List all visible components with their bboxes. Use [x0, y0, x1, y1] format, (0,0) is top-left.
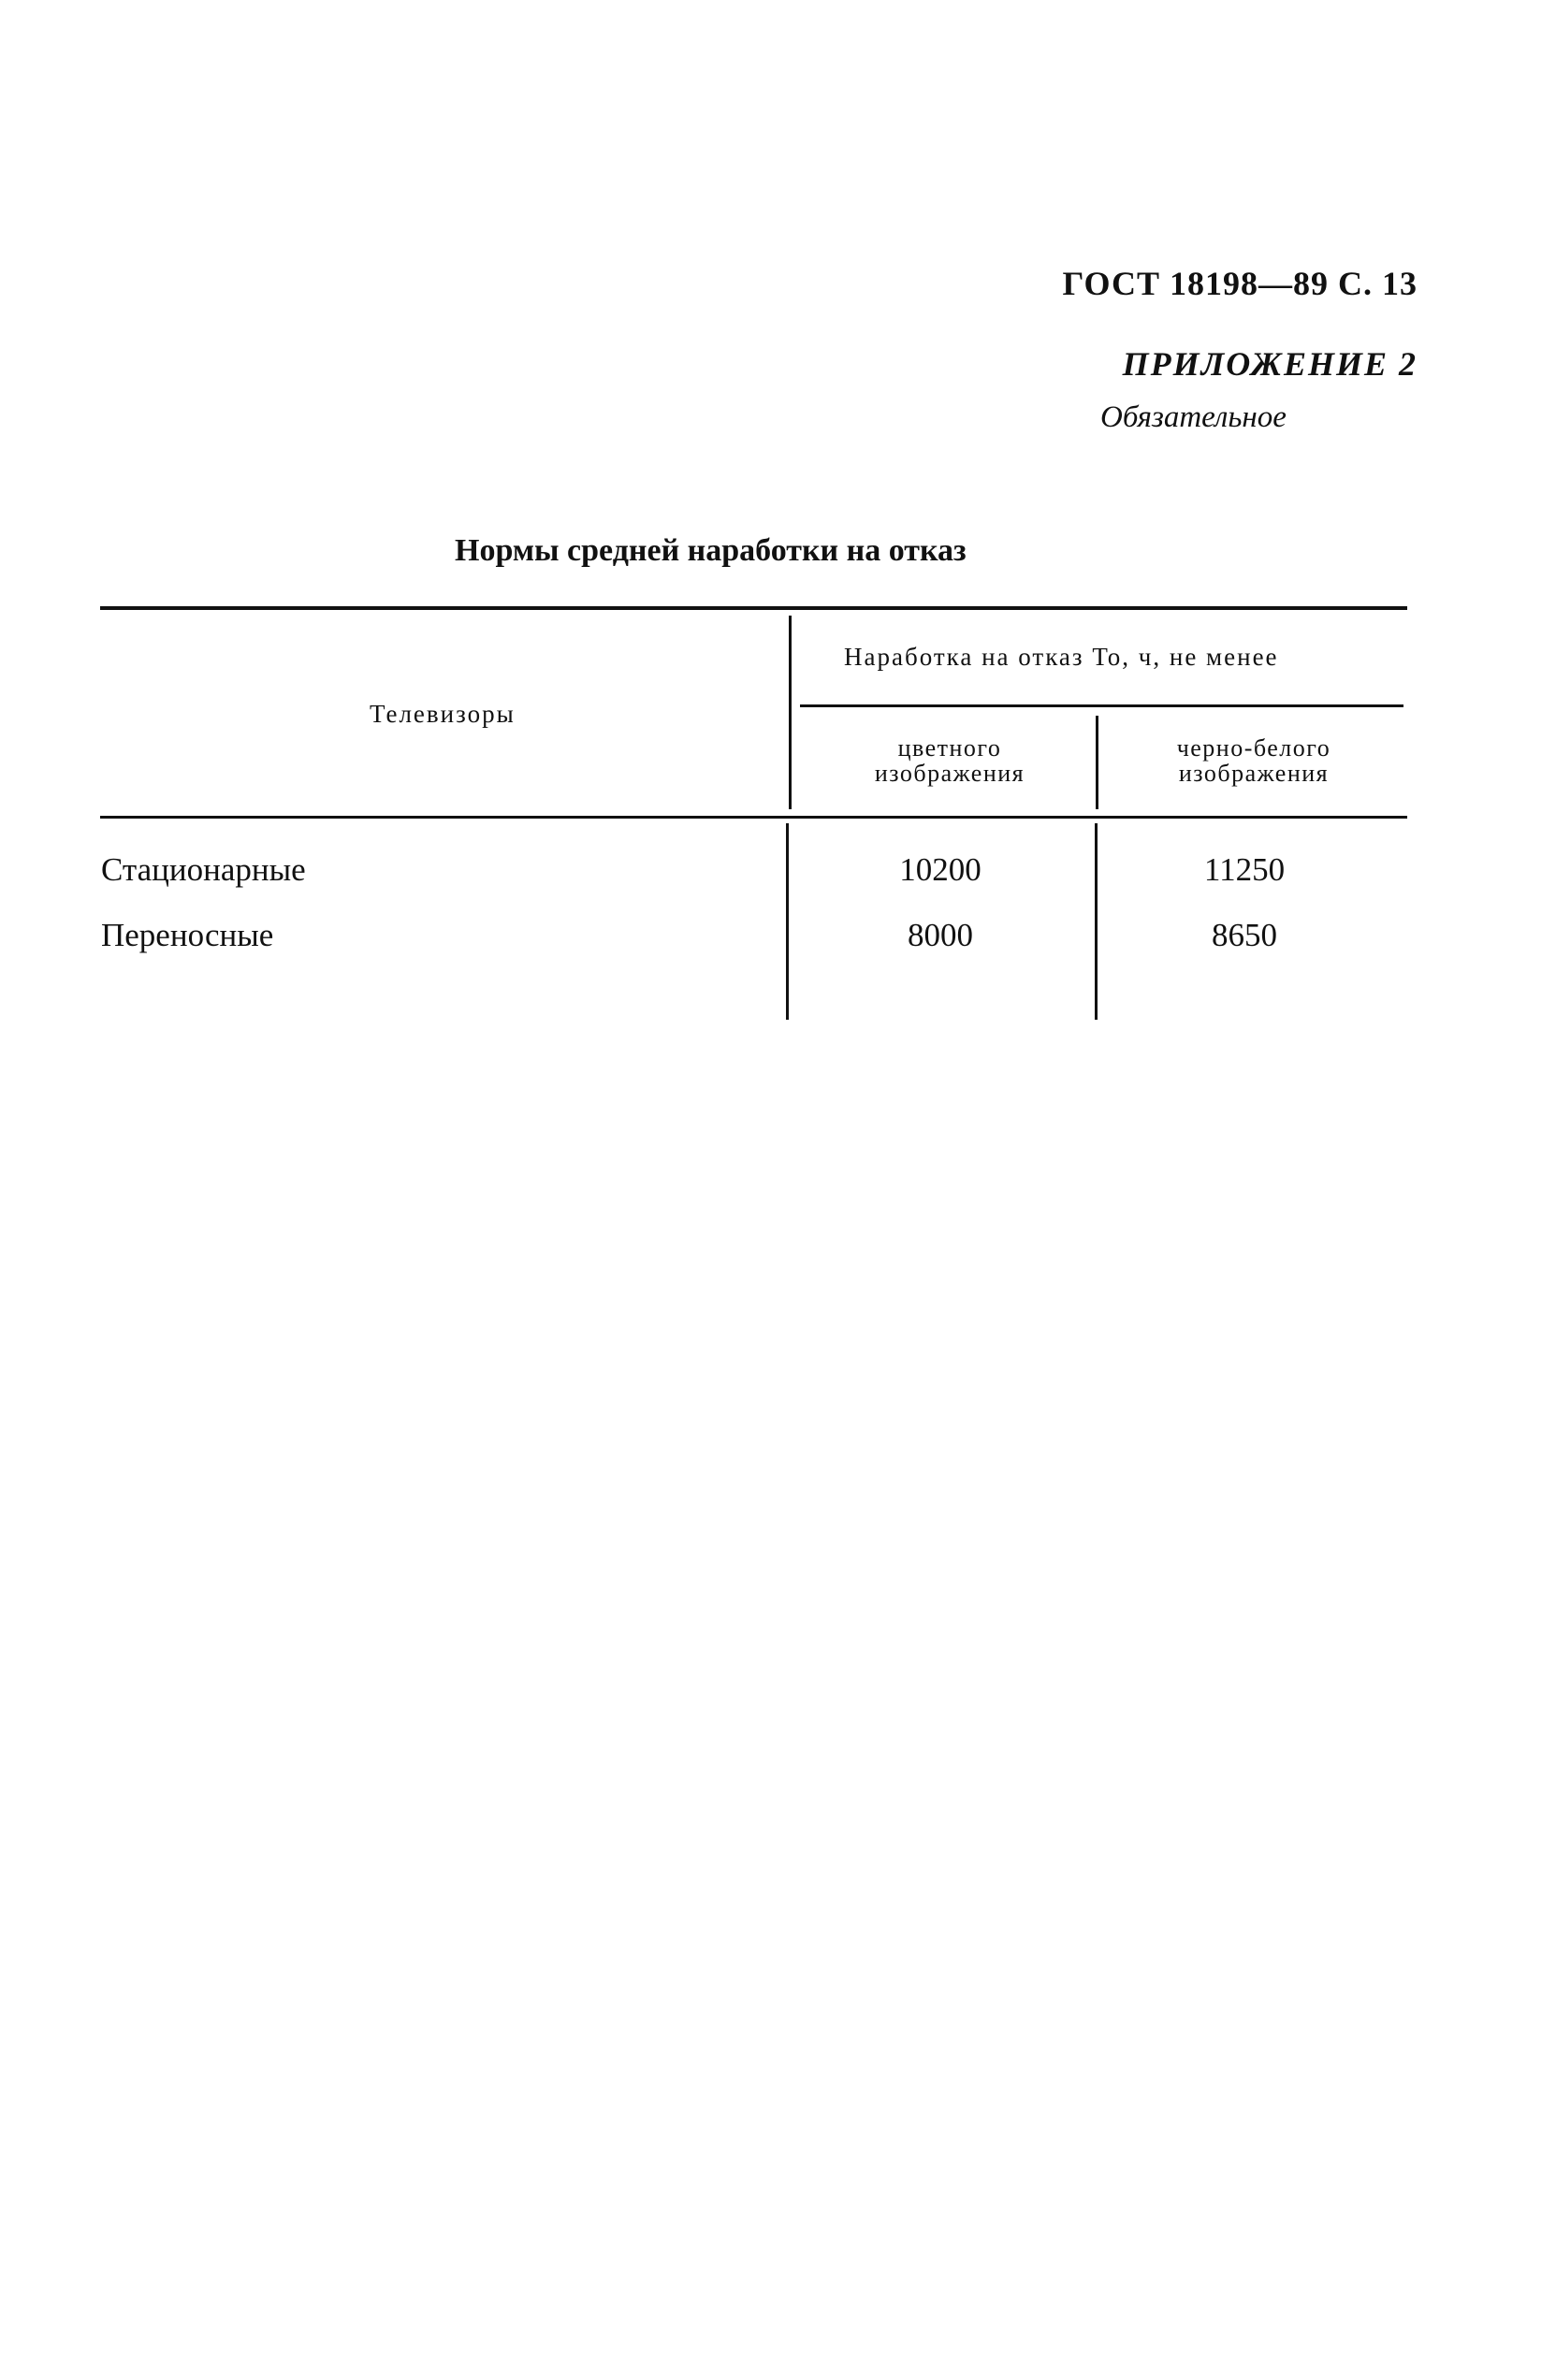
body-column-divider-1 [786, 823, 789, 1020]
row-label-stationary: Стационарные [101, 851, 306, 888]
subheader-bw-line2: изображения [1178, 760, 1330, 787]
document-code: ГОСТ 18198—89 С. 13 [1062, 265, 1418, 302]
table-title: Нормы средней наработки на отказ [455, 533, 967, 568]
appendix-label: ПРИЛОЖЕНИЕ 2 [1122, 345, 1418, 383]
subheader-color [814, 735, 1085, 786]
row-label-portable: Переносные [101, 917, 274, 953]
cell-portable-color: 8000 [908, 917, 973, 953]
column-header-mtbf: Наработка на отказ То, ч, не менее [844, 643, 1279, 671]
column-header-televisions: Телевизоры [370, 700, 516, 728]
appendix-status: Обязательное [1100, 400, 1287, 434]
table-top-rule [100, 606, 1407, 610]
header-bottom-rule [100, 816, 1407, 819]
subheader-color-line2: изображения [874, 760, 1025, 787]
group-header-rule [800, 704, 1403, 707]
subheader-column-divider [1096, 716, 1098, 809]
subheader-color-line1: цветного [897, 734, 1002, 762]
cell-portable-bw: 8650 [1212, 917, 1277, 953]
cell-stationary-bw: 11250 [1203, 851, 1286, 888]
subheader-bw-line1: черно-белого [1176, 734, 1331, 762]
subheader-bw [1113, 735, 1394, 786]
body-column-divider-2 [1095, 823, 1098, 1020]
cell-stationary-color: 10200 [899, 851, 982, 888]
header-column-divider [789, 616, 792, 809]
